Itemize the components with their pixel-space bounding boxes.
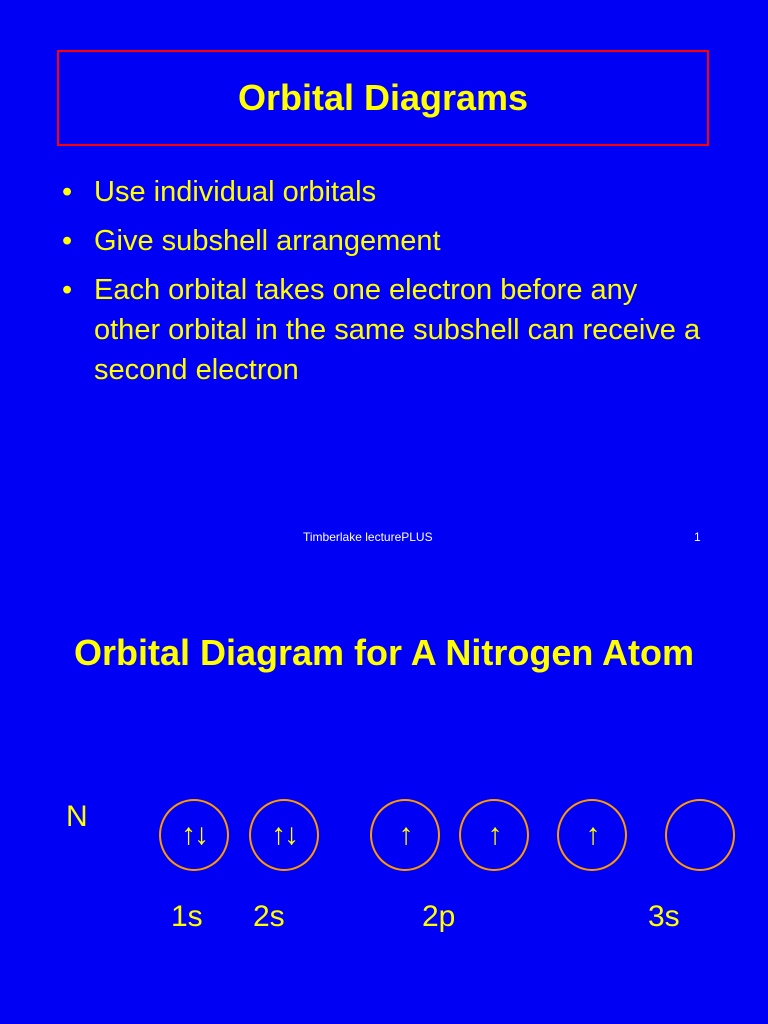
page-number: 1 [694, 530, 701, 544]
diagram-title: Orbital Diagram for A Nitrogen Atom [73, 632, 695, 673]
orbital-2p-y: ↑ [459, 799, 529, 871]
bullet-dot-icon: • [62, 176, 73, 208]
bullet-text: Give subshell arrangement [94, 225, 441, 257]
bullet-item [62, 270, 702, 390]
label-3s: 3s [648, 900, 680, 933]
bullet-item [62, 221, 702, 261]
orbital-3s [665, 799, 735, 871]
element-symbol: N [66, 800, 88, 833]
label-2s: 2s [253, 900, 285, 933]
orbital-2p-z: ↑ [557, 799, 627, 871]
footer-credit: Timberlake lecturePLUS [303, 530, 433, 544]
bullet-item [62, 172, 702, 212]
orbital-2p-x: ↑ [370, 799, 440, 871]
label-2p: 2p [422, 900, 456, 933]
bullet-dot-icon: • [62, 274, 73, 306]
bullet-text: Use individual orbitals [94, 176, 377, 208]
slide-title: Orbital Diagrams [237, 77, 529, 118]
orbital-1s: ↑↓ [159, 799, 229, 871]
bullet-dot-icon: • [62, 225, 73, 257]
bullet-list [62, 172, 702, 399]
label-1s: 1s [171, 900, 203, 933]
bullet-text: Each orbital takes one electron before any other orbital in the same subshell can receive a second electron [94, 274, 701, 386]
orbital-2s: ↑↓ [249, 799, 319, 871]
title-box [57, 50, 709, 146]
